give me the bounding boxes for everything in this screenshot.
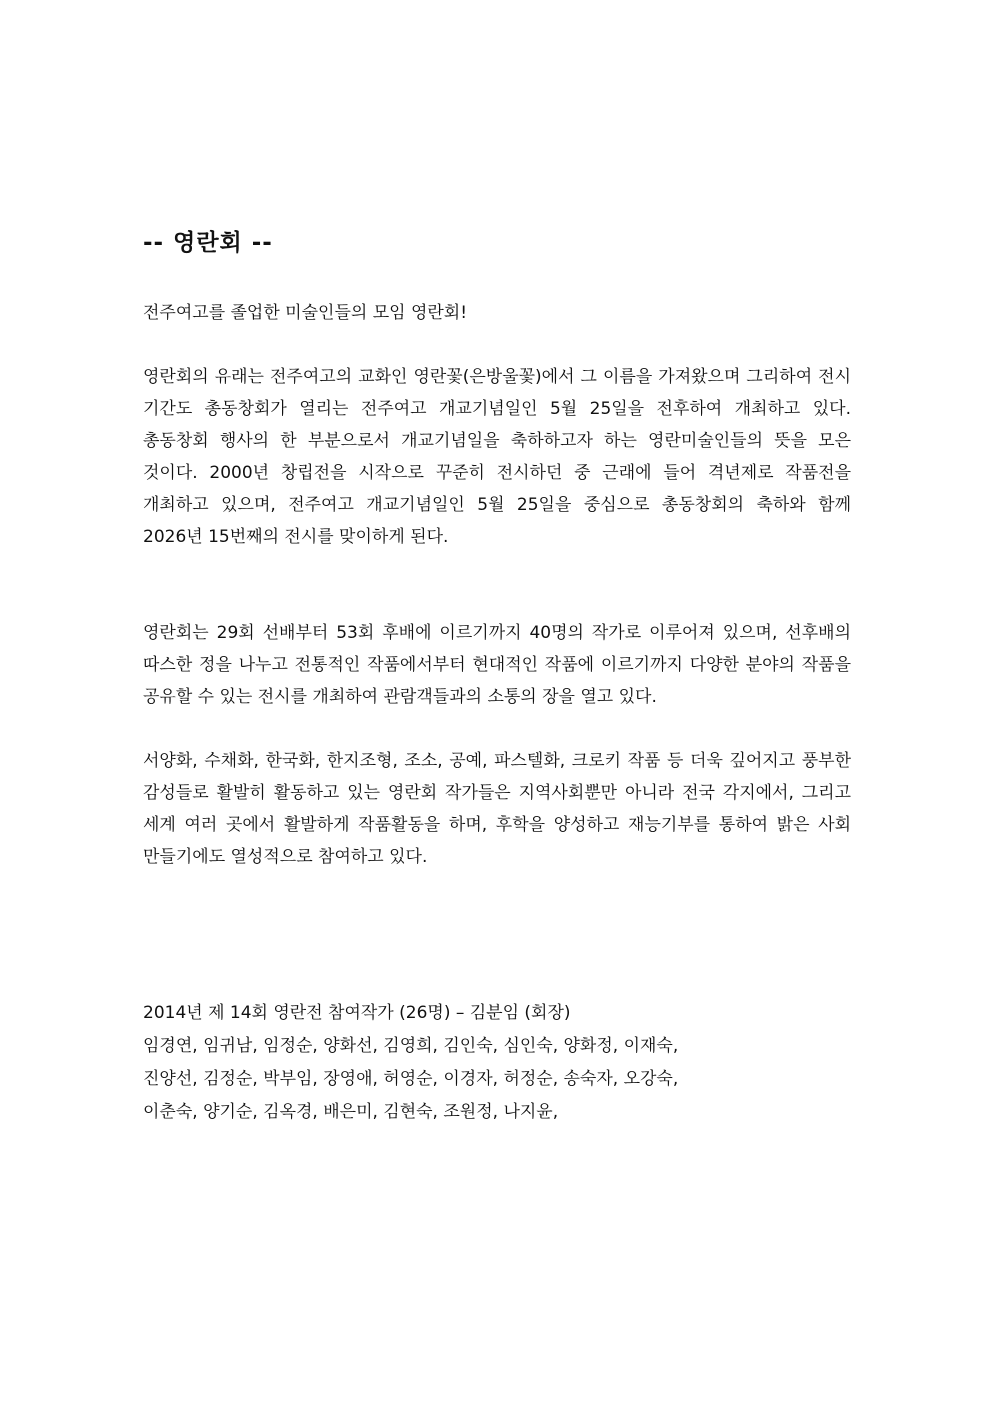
document-page [143, 225, 851, 1122]
artists-heading: 2014년 제 14회 영란전 참여작가 (26명) – 김분임 (회장) [143, 1003, 571, 1023]
paragraph-origin: 영란회의 유래는 전주여고의 교화인 영란꽃(은방울꽃)에서 그 이름을 가져왔으며 그리하여 전시 기간도 총동창회가 열리는 전주여고 개교기념일인 5월 25일을 전후하여 개최하고 있다. 총동창회 행사의 한 부분으로서 개교기념일을 축하하고자 하는 영란미술인들의 뜻을 모은 것이다. 2000년 창립전을 시작으로 꾸준히 전시하던 중 근래에 들어 격년제로 작품전을 개최하고 있으며, 전주여고 개교기념일인 5월 25일을 중심으로 총동창회의 축하와 함께 2026년 15번째의 전시를 맞이하게 된다. [143, 367, 851, 547]
paragraph-activities: 서양화, 수채화, 한국화, 한지조형, 조소, 공예, 파스텔화, 크로키 작품 등 더욱 깊어지고 풍부한 감성들로 활발히 활동하고 있는 영란회 작가들은 지역사회뿐만 아니라 전국 각지에서, 그리고 세계 여러 곳에서 활발하게 작품활동을 하며, 후학을 양성하고 재능기부를 통하여 밝은 사회 만들기에도 열성적으로 참여하고 있다. [143, 751, 851, 867]
artist-list-line: 진양선, 김정순, 박부임, 장영애, 허영순, 이경자, 허정순, 송숙자, 오강숙, [143, 1069, 679, 1089]
artist-list-line: 이춘숙, 양기순, 김옥경, 배은미, 김현숙, 조원정, 나지윤, [143, 1102, 559, 1122]
intro-line: 전주여고를 졸업한 미술인들의 모임 영란회! [143, 303, 468, 323]
page-title: -- 영란회 -- [143, 230, 273, 256]
paragraph-members: 영란회는 29회 선배부터 53회 후배에 이르기까지 40명의 작가로 이루어져 있으며, 선후배의 따스한 정을 나누고 전통적인 작품에서부터 현대적인 작품에 이르기까지 다양한 분야의 작품을 공유할 수 있는 전시를 개최하여 관람객들과의 소통의 장을 열고 있다. [143, 623, 851, 707]
artists-section [143, 997, 851, 1129]
artist-list-line: 임경연, 임귀남, 임정순, 양화선, 김영희, 김인숙, 심인숙, 양화정, 이재숙, [143, 1036, 679, 1056]
